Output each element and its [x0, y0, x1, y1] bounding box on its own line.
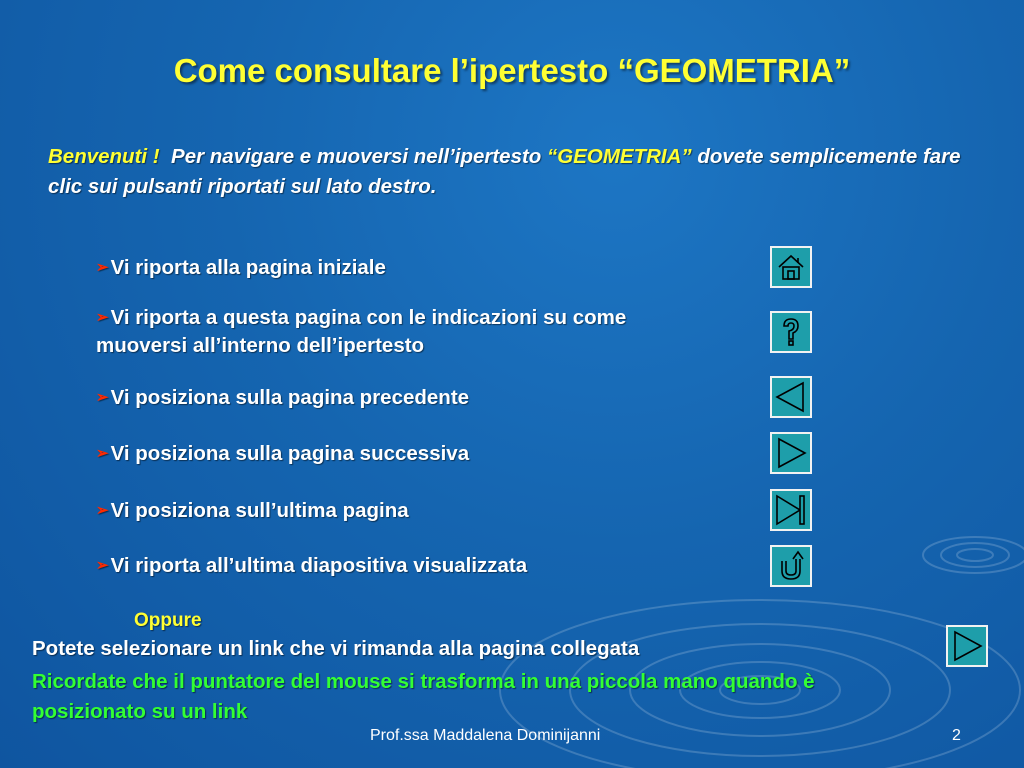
link-forward-button[interactable]	[946, 625, 988, 667]
mouse-pointer-reminder: Ricordate che il puntatore del mouse si trasforma in una piccola mano quando è posizionato su un link	[32, 670, 815, 723]
end-arrow-icon	[772, 491, 810, 529]
list-item-previous	[96, 384, 696, 412]
item-text: Vi posiziona sulla pagina precedente	[110, 386, 470, 409]
item-text: Vi riporta a questa pagina con le indicazioni su come muoversi all’interno dell’ipertesto	[96, 306, 627, 357]
bullet-arrow-icon: ➢	[96, 309, 109, 326]
help-button[interactable]	[770, 311, 812, 353]
page-number: 2	[952, 727, 961, 744]
intro-text-after: dovete semplicemente fare clic sui pulsanti riportati sul lato destro.	[48, 145, 961, 198]
bullet-arrow-icon: ➢	[96, 502, 109, 519]
item-text: Vi riporta all’ultima diapositiva visualizzata	[110, 554, 528, 577]
list-item-last	[96, 497, 696, 525]
forward-arrow-icon	[772, 434, 810, 472]
help-icon	[772, 313, 810, 351]
bullet-arrow-icon: ➢	[96, 389, 109, 406]
bullet-arrow-icon: ➢	[96, 557, 109, 574]
item-text: Vi posiziona sulla pagina successiva	[110, 442, 470, 465]
intro-text-before: Per navigare e muoversi nell’ipertesto	[171, 145, 542, 168]
last-page-button[interactable]	[770, 489, 812, 531]
item-text: Vi posiziona sull’ultima pagina	[110, 499, 409, 522]
link-instruction: Potete selezionare un link che vi rimanda alla pagina collegata	[32, 637, 640, 660]
return-button[interactable]	[770, 545, 812, 587]
footer-author: Prof.ssa Maddalena Dominijanni	[370, 727, 601, 744]
item-text: Vi riporta alla pagina iniziale	[110, 256, 386, 279]
next-page-button[interactable]	[770, 432, 812, 474]
forward-arrow-icon	[948, 627, 986, 665]
oppure-label: Oppure	[134, 610, 202, 631]
welcome-text: Benvenuti !	[48, 145, 160, 168]
intro-text	[48, 142, 968, 202]
slide-title: Come consultare l’ipertesto “GEOMETRIA”	[173, 52, 851, 89]
intro-highlight: “GEOMETRIA”	[547, 145, 692, 168]
home-button[interactable]	[770, 246, 812, 288]
slide-footer	[0, 727, 1024, 747]
bullet-arrow-icon: ➢	[96, 259, 109, 276]
list-item-help	[96, 304, 696, 360]
previous-page-button[interactable]	[770, 376, 812, 418]
list-item-return	[96, 552, 696, 580]
return-icon	[772, 547, 810, 585]
home-icon	[772, 248, 810, 286]
list-item-next	[96, 440, 696, 468]
list-item-home	[96, 254, 696, 282]
back-arrow-icon	[772, 378, 810, 416]
bullet-arrow-icon: ➢	[96, 445, 109, 462]
